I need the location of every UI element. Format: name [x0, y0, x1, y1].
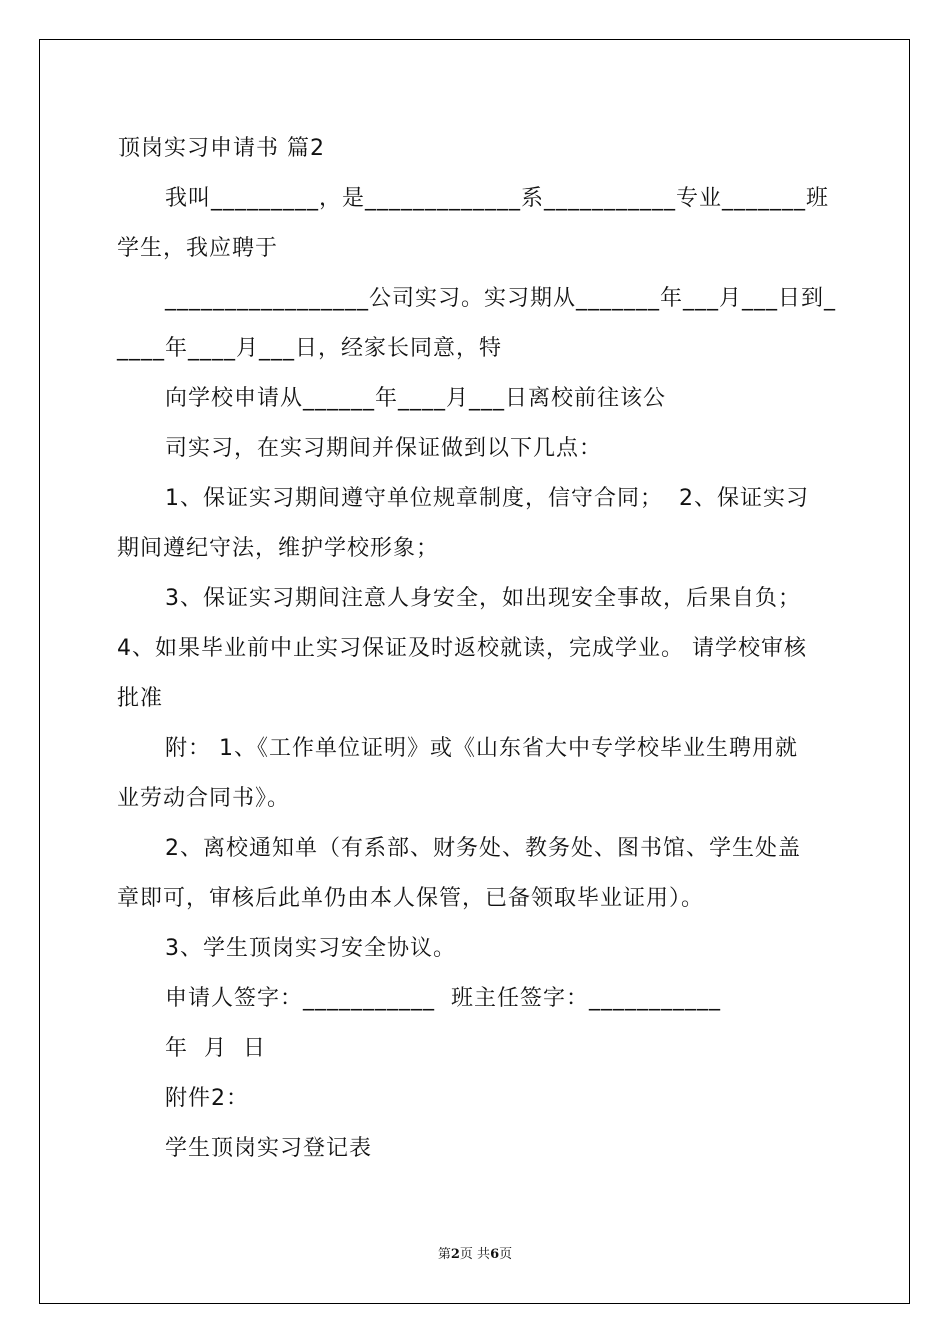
body-line: 业劳动合同书》。 — [117, 786, 291, 811]
body-line: 附： 1、《工作单位证明》或《山东省大中专学校毕业生聘用就 — [165, 736, 798, 761]
attachment-label: 附件2： — [165, 1086, 249, 1111]
footer-prefix: 第 — [437, 1247, 451, 1262]
body-line: ____年____月___日，经家长同意，特 — [117, 336, 503, 361]
footer-mid: 页 共 — [459, 1247, 491, 1262]
body-line: 2、离校通知单（有系部、财务处、教务处、图书馆、学生处盖 — [165, 836, 801, 861]
page-border — [39, 39, 910, 1304]
body-line: _________________公司实习。实习期从_______年___月___日到_ — [165, 286, 837, 311]
body-line: 向学校申请从______年____月___日离校前往该公 — [165, 386, 667, 411]
body-line: 学生，我应聘于 — [117, 236, 279, 261]
footer-total-pages: 6 — [490, 1247, 500, 1262]
body-line: 章即可，审核后此单仍由本人保管，已备领取毕业证用）。 — [117, 886, 705, 911]
body-line: 我叫_________，是_____________系___________专业_______班 — [165, 186, 830, 211]
body-line: 3、保证实习期间注意人身安全，如出现安全事故，后果自负； — [165, 586, 801, 611]
doc-heading: 顶岗实习申请书 篇2 — [118, 136, 325, 161]
body-line: 3、学生顶岗实习安全协议。 — [165, 936, 456, 961]
footer-page-number: 2 — [450, 1247, 460, 1262]
body-line: 批准 — [117, 686, 164, 711]
attachment-title: 学生顶岗实习登记表 — [165, 1136, 373, 1161]
body-line: 期间遵纪守法，维护学校形象； — [117, 536, 440, 561]
date-line: 年 月 日 — [165, 1036, 266, 1061]
footer-suffix: 页 — [499, 1247, 513, 1262]
body-line: 司实习，在实习期间并保证做到以下几点： — [165, 436, 603, 461]
signature-line: 申请人签字：___________ 班主任签字：___________ — [165, 986, 721, 1011]
body-line: 1、保证实习期间遵守单位规章制度，信守合同； 2、保证实习 — [165, 486, 809, 511]
page-footer — [0, 1246, 950, 1264]
body-line: 4、如果毕业前中止实习保证及时返校就读，完成学业。 请学校审核 — [117, 636, 807, 661]
